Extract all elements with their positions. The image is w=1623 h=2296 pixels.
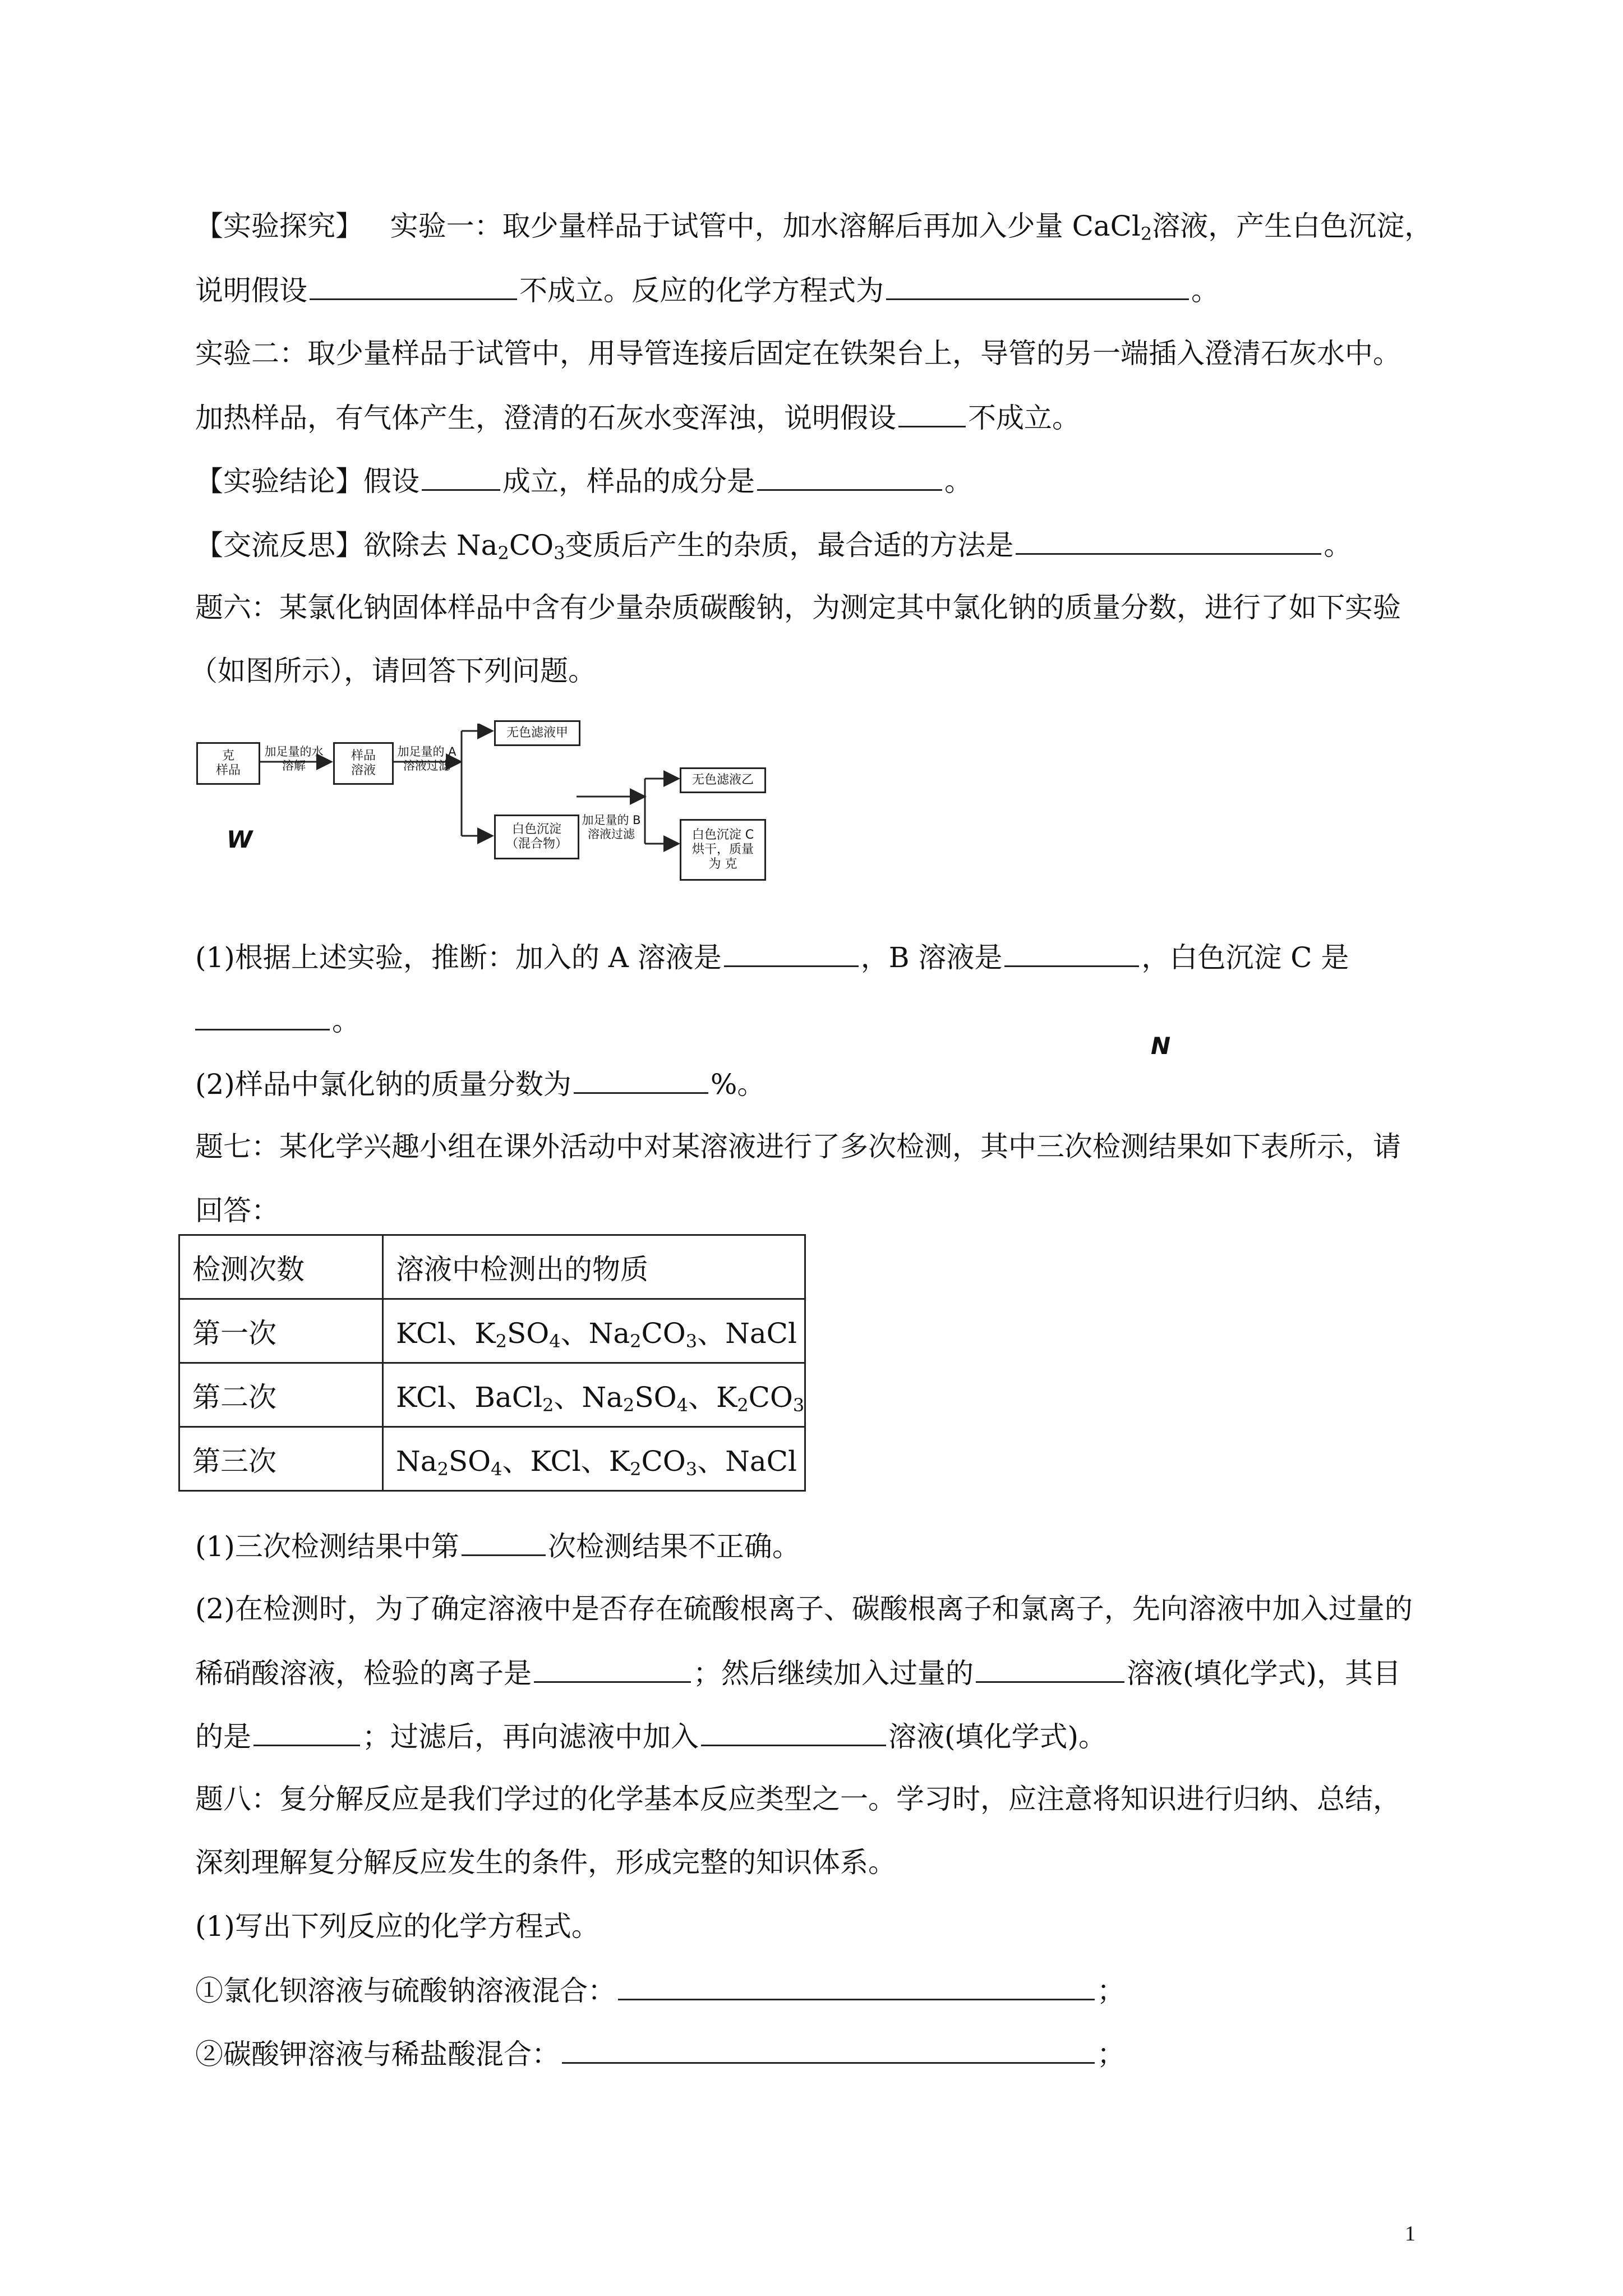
box-text: 白色沉淀 C [691,828,754,842]
text: 加热样品，有气体产生，澄清的石灰水变浑浊，说明假设 [195,402,896,434]
text: 题七：某化学兴趣小组在课外活动中对某溶液进行了多次检测，其中三次检测结果如下表所示，请 [195,1130,1401,1163]
text: 、NaCl [697,1317,797,1350]
label-text: 溶液过滤 [403,759,450,772]
table-header-row [179,1235,805,1299]
step-1-label [260,745,328,773]
mark-n: N [1151,1032,1171,1060]
text: ； [1097,1975,1125,2007]
text: 变质后产生的杂质，最合适的方法是 [565,529,1014,562]
text: 说明假设 [195,274,307,307]
text: (2)样品中氯化钠的质量分数为 [195,1068,571,1101]
text: 、NaCl [697,1444,797,1478]
table-cell: 第一次 [179,1299,383,1363]
table-row [179,1363,805,1427]
subscript: 2 [542,1394,554,1416]
text: 深刻理解复分解反应发生的条件，形成完整的知识体系。 [195,1846,896,1879]
text: (1)三次检测结果中第 [195,1530,459,1563]
mark-w: W [227,826,253,853]
box-text: 克 [222,749,234,763]
answer-blank[interactable] [534,1655,691,1683]
subscript: 2 [437,1458,449,1480]
text: (2)在检测时，为了确定溶液中是否存在硫酸根离子、碳酸根离子和氯离子，先向溶液中加入过量的 [195,1593,1413,1625]
subscript: 2 [623,1394,635,1416]
answer-blank[interactable] [724,940,859,967]
detection-table [178,1234,806,1492]
table-cell: 第三次 [179,1427,383,1491]
box-text: 溶液 [351,763,376,777]
conclusion-line [195,463,972,498]
question-1-line [195,940,1349,974]
subscript: 3 [792,1394,805,1416]
box-text: 无色滤液乙 [691,773,754,787]
box-text: 样品 [351,749,376,763]
heating-line [195,400,1080,435]
subscript: 3 [685,1458,698,1480]
box-text: 烘干，质量 [691,843,754,857]
sub-question-1 [195,1910,600,1943]
subscript: 2 [737,1394,749,1416]
question-eight-line [195,1782,1401,1816]
hypothesis-line [195,273,1219,307]
label-text: 溶液过滤 [588,827,635,841]
text: 稀硝酸溶液，检验的离子是 [195,1657,532,1690]
precipitate-c-box [680,819,766,881]
subscript: 2 [630,1330,642,1352]
table-cell [383,1427,805,1491]
text: 不成立。反应的化学方程式为 [519,274,884,307]
table-header-cell: 检测次数 [179,1235,383,1299]
text: CO [641,1444,686,1478]
text: 。 [944,465,972,498]
subscript: 2 [1140,223,1152,245]
table-cell [383,1299,805,1363]
text: 溶液(填化学式)。 [888,1720,1107,1753]
text: CO [748,1381,793,1414]
text: 【实验探究】 实验一：取少量样品于试管中，加水溶解后再加入少量 CaCl [195,210,1141,242]
text: 。 [1324,529,1352,562]
sample-box [196,742,260,785]
text: 、Na [554,1381,623,1414]
label-text: 加足量的 A [397,745,457,758]
answer-blank[interactable] [976,1655,1124,1683]
text: CO [509,529,554,562]
equation-1-line [195,1973,1125,2008]
text: SO [634,1381,677,1414]
answer-blank[interactable] [562,2036,1095,2064]
text: SO [448,1444,491,1478]
text: (1)写出下列反应的化学方程式。 [195,1910,600,1943]
experiment-two-line [195,337,1401,370]
table-header-cell: 溶液中检测出的物质 [383,1235,805,1299]
answer-blank[interactable] [1016,527,1321,555]
box-text: 白色沉淀 [511,822,561,836]
text: Na [396,1444,437,1478]
text: 题八：复分解反应是我们学过的化学基本反应类型之一。学习时，应注意将知识进行归纳、总结， [195,1783,1401,1815]
question-2-line [195,1066,765,1101]
text: ②碳酸钾溶液与稀盐酸混合： [195,2038,560,2070]
answer-blank[interactable] [886,273,1189,300]
subscript: 2 [630,1458,642,1480]
subscript: 2 [495,1330,507,1352]
text: 的是 [195,1720,251,1753]
text: KCl、BaCl [396,1381,543,1414]
text: ，白色沉淀 C 是 [1141,941,1349,974]
subscript: 3 [685,1330,698,1352]
text: 溶液(填化学式)，其目 [1127,1657,1401,1690]
question-1-line-2 [195,1003,360,1038]
text: （如图所示），请回答下列问题。 [190,655,596,687]
table-cell: 第二次 [179,1363,383,1427]
text: ；过滤后，再向滤液中加入 [362,1720,699,1753]
text: 回答： [195,1194,279,1227]
answer-blank[interactable] [701,1719,886,1746]
text: 、KCl、K [502,1444,630,1478]
question-eight-line-2 [195,1846,896,1879]
table-row [179,1427,805,1491]
text: 【实验结论】假设 [195,465,419,498]
text: ，B 溶液是 [860,941,1003,974]
reflection-line [195,527,1352,562]
text: 。 [1191,274,1219,307]
text: 、K [688,1381,737,1414]
experiment-one-line [195,209,1432,243]
text: 。 [332,1005,360,1037]
answer-blank[interactable] [757,463,942,491]
result-question-2 [195,1592,1413,1626]
text: KCl、K [396,1317,496,1350]
question-seven-line-2 [195,1194,279,1227]
step-3-label [578,813,644,841]
text: 溶液，产生白色沉淀， [1152,210,1433,242]
text: 题六：某氯化钠固体样品中含有少量杂质碳酸钠，为测定其中氯化钠的质量分数，进行了如下实验 [195,591,1401,624]
text: 【交流反思】欲除去 Na [195,529,498,562]
table-cell [383,1363,805,1427]
answer-blank[interactable] [574,1066,708,1094]
result-question-1 [195,1529,800,1563]
precipitate-box [494,815,579,859]
experiment-flowchart [196,724,791,914]
text: 成立，样品的成分是 [502,465,755,498]
label-text: 加足量的 B [582,813,641,827]
step-2-label [394,745,460,773]
text: 、Na [560,1317,630,1350]
subscript: 4 [491,1458,502,1480]
question-six-line [195,591,1401,624]
answer-blank[interactable] [253,1719,360,1746]
answer-blank[interactable] [195,1003,330,1030]
answer-blank[interactable] [618,1973,1095,2000]
text: ；然后继续加入过量的 [693,1657,974,1690]
subscript: 2 [497,542,509,564]
text: ； [1097,2038,1125,2070]
question-six-line-2 [190,654,596,688]
box-text: 为 克 [708,857,737,871]
filtrate-b-box [680,767,766,793]
answer-blank[interactable] [422,463,500,491]
answer-blank[interactable] [898,400,966,427]
text: CO [641,1317,686,1350]
answer-blank[interactable] [310,273,517,300]
text: 次检测结果不正确。 [547,1530,800,1563]
label-text: 溶解 [282,759,306,772]
page-number: 1 [1405,2222,1415,2246]
result-question-2-line-3 [195,1719,1106,1754]
answer-blank[interactable] [1004,940,1139,967]
result-question-2-line-2 [195,1655,1401,1690]
question-seven-line [195,1130,1401,1163]
text: SO [506,1317,550,1350]
text: 不成立。 [968,402,1080,434]
table-row [179,1299,805,1363]
box-text: 无色滤液甲 [506,726,568,740]
equation-2-line [195,2036,1125,2071]
text: 实验二：取少量样品于试管中，用导管连接后固定在铁架台上，导管的另一端插入澄清石灰水中。 [195,337,1401,370]
filtrate-a-box [494,720,580,746]
text: (1)根据上述实验，推断：加入的 A 溶液是 [195,941,722,974]
box-text: （混合物） [505,837,568,851]
answer-blank[interactable] [462,1529,546,1556]
solution-box [333,742,394,785]
subscript: 3 [554,542,565,564]
box-text: 样品 [215,763,241,777]
subscript: 4 [549,1330,561,1352]
label-text: 加足量的水 [264,745,324,758]
subscript: 4 [676,1394,688,1416]
text: %。 [710,1068,766,1101]
text: ①氯化钡溶液与硫酸钠溶液混合： [195,1975,616,2007]
